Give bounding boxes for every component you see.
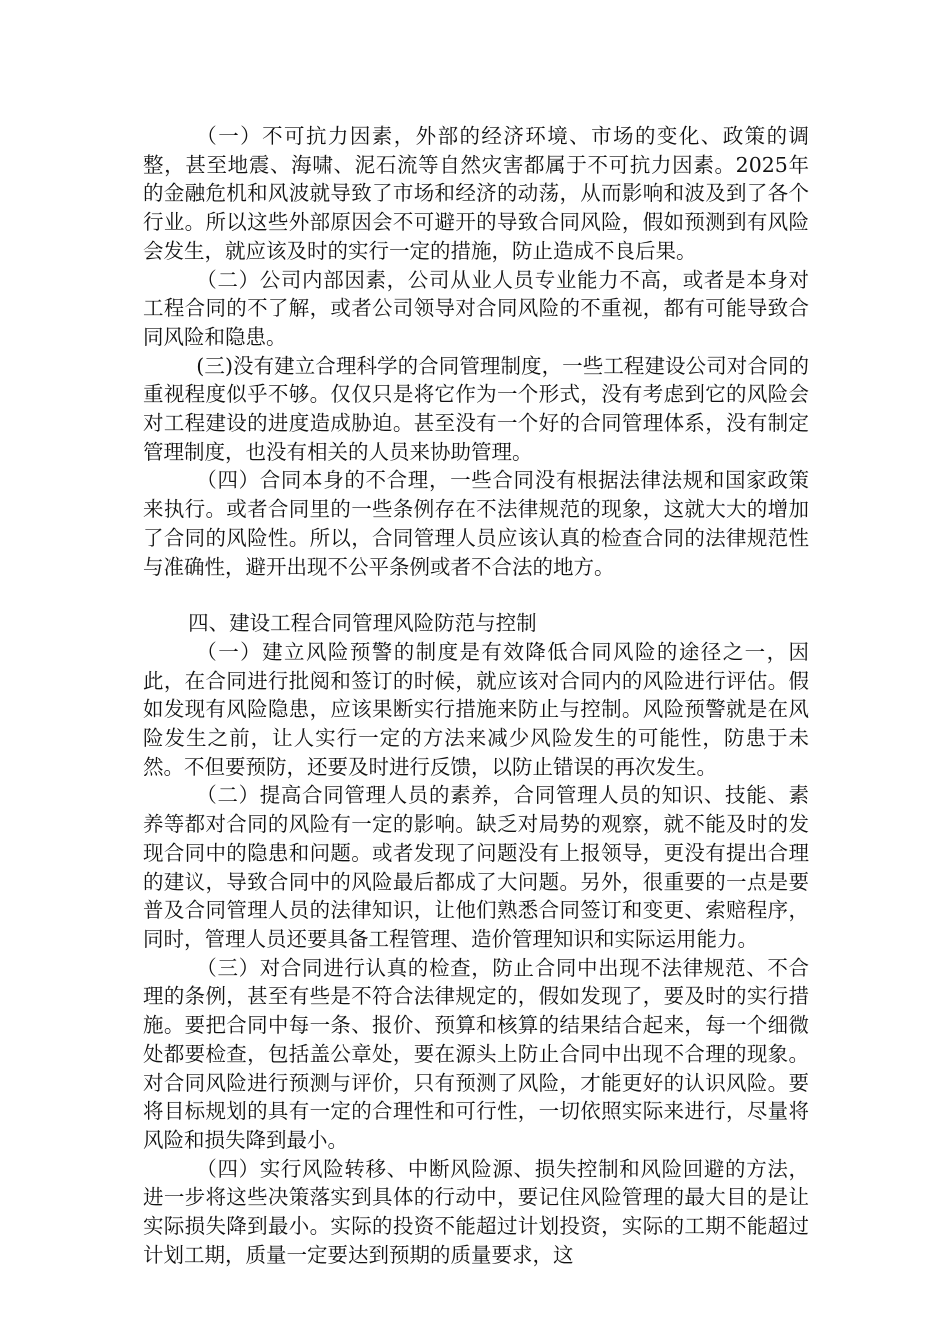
paragraph-risk-transfer: （四）实行风险转移、中断风险源、损失控制和风险回避的方法，进一步将这些决策落实到具体的行动中，要记住风险管理的最大目的是让实际损失降到最小。实际的投资不能超过计划投资，实际的工期不能超过计划工期，质量一定要达到预期的质量要求，这 bbox=[143, 1156, 809, 1267]
paragraph-contract-itself: （四）合同本身的不合理，一些合同没有根据法律法规和国家政策来执行。或者合同里的一些条例存在不法律规范的现象，这就大大的增加了合同的风险性。所以，合同管理人员应该认真的检查合同的法律规范性与准确性，避开出现不公平条例或者不合法的地方。 bbox=[143, 468, 809, 579]
section-spacer bbox=[143, 581, 809, 609]
paragraph-staff-quality: （二）提高合同管理人员的素养，合同管理人员的知识、技能、素养等都对合同的风险有一定的影响。缺乏对局势的观察，就不能及时的发现合同中的隐患和问题。或者发现了问题没有上报领导，更没有提出合理的建议，导致合同中的风险最后都成了大问题。另外，很重要的一点是要普及合同管理人员的法律知识，让他们熟悉合同签订和变更、索赔程序，同时，管理人员还要具备工程管理、造价管理知识和实际运用能力。 bbox=[143, 783, 809, 951]
section-four-heading: 四、建设工程合同管理风险防范与控制 bbox=[188, 611, 537, 636]
paragraph-management-system: (三)没有建立合理科学的合同管理制度，一些工程建设公司对合同的重视程度似乎不够。仅仅只是将它作为一个形式，没有考虑到它的风险会对工程建设的进度造成胁迫。甚至没有一个好的合同管理体系，没有制定管理制度，也没有相关的人员来协助管理。 bbox=[143, 353, 809, 464]
document-page bbox=[143, 122, 809, 1269]
paragraph-contract-check: （三）对合同进行认真的检查，防止合同中出现不法律规范、不合理的条例，甚至有些是不符合法律规定的，假如发现了，要及时的实行措施。要把合同中每一条、报价、预算和核算的结果结合起来，每一个细微处都要检查，包括盖公章处，要在源头上防止合同中出现不合理的现象。对合同风险进行预测与评价，只有预测了风险，才能更好的认识风险。要将目标规划的具有一定的合理性和可行性，一切依照实际来进行，尽量将风险和损失降到最小。 bbox=[143, 955, 809, 1152]
paragraph-internal-factors: （二）公司内部因素，公司从业人员专业能力不高，或者是本身对工程合同的不了解，或者公司领导对合同风险的不重视，都有可能导致合同风险和隐患。 bbox=[143, 267, 809, 349]
paragraph-force-majeure: （一）不可抗力因素，外部的经济环境、市场的变化、政策的调整，甚至地震、海啸、泥石流等自然灾害都属于不可抗力因素。2025年的金融危机和风波就导致了市场和经济的动荡，从而影响和波及到了各个行业。所以这些外部原因会不可避开的导致合同风险，假如预测到有风险会发生，就应该及时的实行一定的措施，防止造成不良后果。 bbox=[143, 124, 809, 263]
paragraph-risk-warning: （一）建立风险预警的制度是有效降低合同风险的途径之一，因此，在合同进行批阅和签订的时候，就应该对合同内的风险进行评估。假如发现有风险隐患，应该果断实行措施来防止与控制。风险预警就是在风险发生之前，让人实行一定的方法来减少风险发生的可能性，防患于未然。不但要预防，还要及时进行反馈，以防止错误的再次发生。 bbox=[143, 639, 809, 779]
